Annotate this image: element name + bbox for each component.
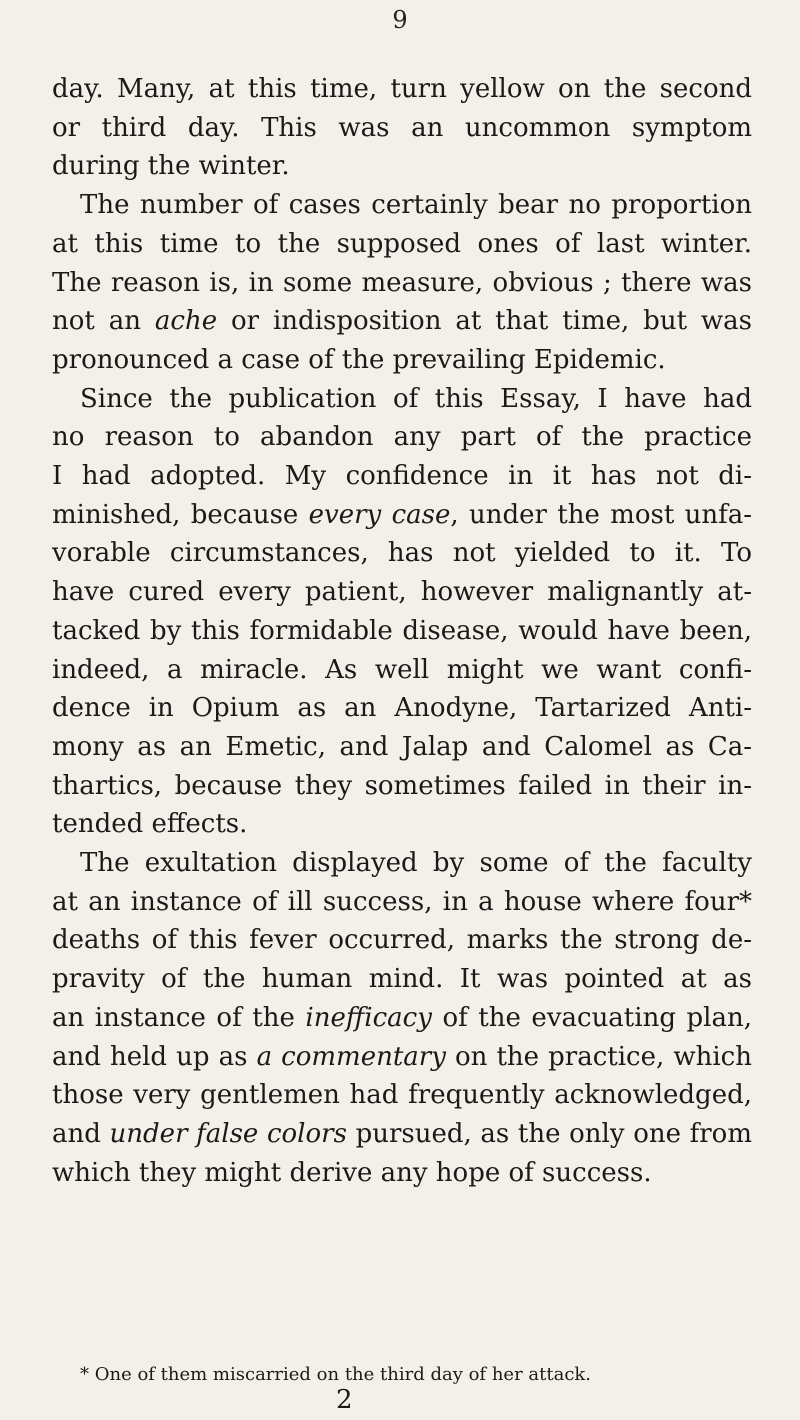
italic-segment: under false colors bbox=[109, 1118, 347, 1149]
signature-mark: 2 bbox=[336, 1385, 353, 1415]
text-line: pravity of the human mind. It was pointed at as bbox=[52, 964, 752, 995]
body-text bbox=[52, 70, 752, 1192]
text-segment: minished, because bbox=[52, 499, 309, 530]
text-line: day. Many, at this time, turn yellow on the second bbox=[52, 74, 752, 104]
text-line: tended effects. bbox=[52, 809, 248, 840]
text-segment: of the evacuating plan, bbox=[431, 1002, 752, 1033]
italic-segment: ache bbox=[154, 306, 218, 337]
text-line: I had adopted. My confidence in it has not di- bbox=[52, 461, 752, 492]
text-line: or third day. This was an uncommon symptom bbox=[52, 112, 752, 143]
text-segment: on the practice, which bbox=[445, 1041, 752, 1072]
text-line bbox=[52, 1038, 752, 1077]
text-segment: , under the most unfa- bbox=[450, 499, 753, 530]
text-line: during the winter. bbox=[52, 151, 290, 182]
text-line bbox=[52, 999, 752, 1038]
text-line: The number of cases certainly bear no proportion bbox=[80, 190, 752, 221]
text-line: which they might derive any hope of success. bbox=[52, 1157, 652, 1188]
text-line: mony as an Emetic, and Jalap and Calomel as Ca- bbox=[52, 731, 752, 762]
text-line bbox=[52, 1115, 752, 1154]
text-line: The exultation displayed by some of the faculty bbox=[80, 848, 752, 879]
text-line: no reason to abandon any part of the practice bbox=[52, 422, 752, 453]
text-line: at this time to the supposed ones of last winter. bbox=[52, 228, 752, 259]
italic-segment: a commentary bbox=[256, 1041, 446, 1072]
text-line bbox=[52, 496, 752, 535]
page-number: 9 bbox=[392, 6, 408, 34]
italic-segment: inefficacy bbox=[305, 1002, 432, 1033]
text-line: The reason is, in some measure, obvious ; there was bbox=[52, 267, 752, 298]
text-line: have cured every patient, however malignantly at- bbox=[52, 577, 752, 608]
text-line: Since the publication of this Essay, I have had bbox=[80, 383, 752, 414]
text-line: deaths of this fever occurred, marks the strong de- bbox=[52, 925, 752, 956]
text-line: those very gentlemen had frequently acknowledged, bbox=[52, 1080, 752, 1111]
text-line: dence in Opium as an Anodyne, Tartarized Anti- bbox=[52, 693, 752, 724]
text-segment: or indisposition at that time, but was bbox=[217, 306, 753, 337]
text-line: tacked by this formidable disease, would have been, bbox=[52, 615, 752, 646]
text-segment: not an bbox=[52, 306, 155, 337]
text-line: thartics, because they sometimes failed in their in- bbox=[52, 770, 752, 801]
text-line bbox=[52, 302, 752, 341]
text-segment: pursued, as the only one from bbox=[346, 1118, 752, 1149]
text-line: at an instance of ill success, in a house where four* bbox=[52, 886, 752, 917]
text-line: pronounced a case of the prevailing Epidemic. bbox=[52, 344, 666, 375]
text-segment: and bbox=[52, 1118, 110, 1149]
footnote: * One of them miscarried on the third day of her attack. bbox=[80, 1364, 592, 1385]
text-line: indeed, a miracle. As well might we want confi- bbox=[52, 654, 752, 685]
italic-segment: every case bbox=[308, 499, 451, 530]
text-segment: and held up as bbox=[52, 1041, 257, 1072]
text-line: vorable circumstances, has not yielded to it. To bbox=[52, 538, 752, 569]
text-segment: an instance of the bbox=[52, 1002, 306, 1033]
